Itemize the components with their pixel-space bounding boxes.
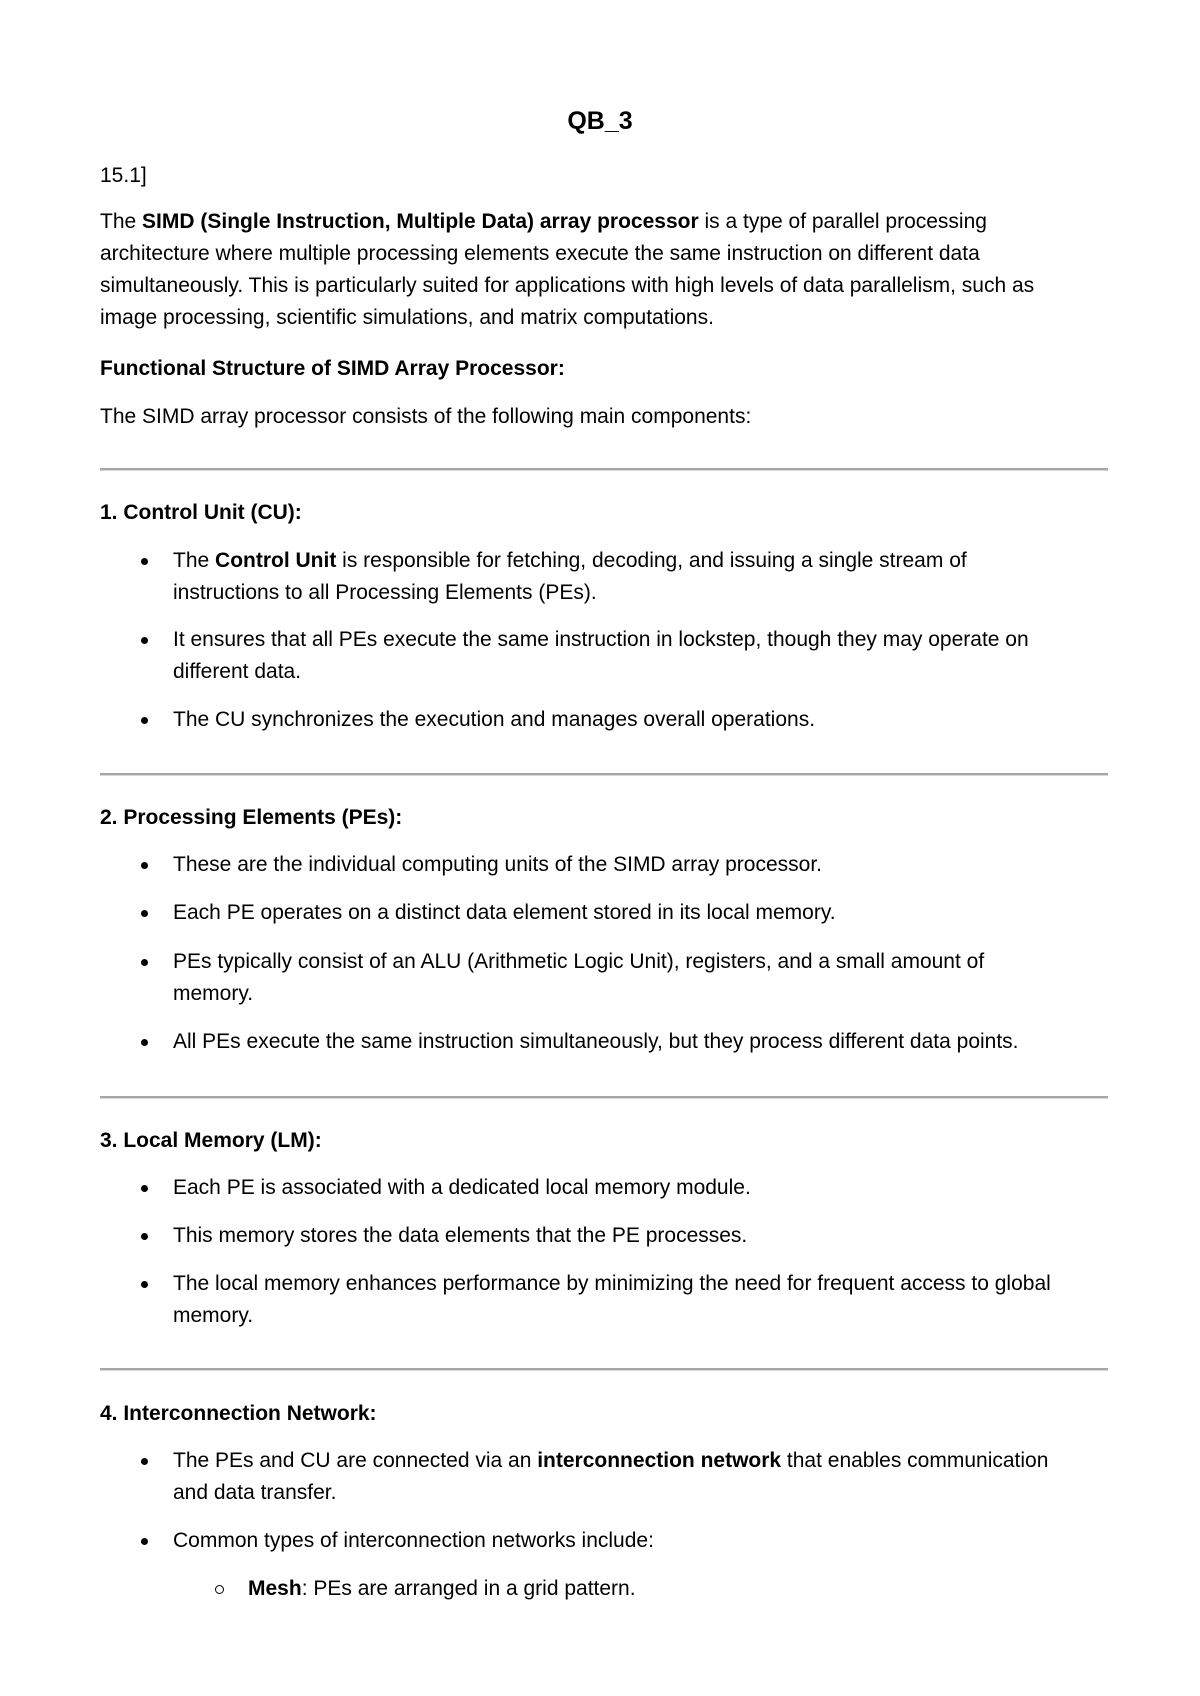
- bullet-icon: [141, 862, 148, 869]
- bullet-item: All PEs execute the same instruction simultaneously, but they process different data points.: [173, 1026, 1123, 1058]
- bullet-item: The PEs and CU are connected via an interconnection network that enables communication and data transfer.: [173, 1445, 1123, 1509]
- section-heading-interconnection-network: 4. Interconnection Network:: [100, 1402, 377, 1425]
- bullet-item: The Control Unit is responsible for fetching, decoding, and issuing a single stream of instructions to all Processing Elements (PEs).: [173, 545, 1123, 609]
- section-divider: [100, 1096, 1108, 1099]
- bullet-icon: [141, 1039, 148, 1046]
- bullet-item: The local memory enhances performance by minimizing the need for frequent access to global memory.: [173, 1268, 1123, 1332]
- structure-heading: Functional Structure of SIMD Array Processor:: [100, 357, 565, 380]
- section-divider: [100, 1368, 1108, 1371]
- bullet-icon: [141, 1458, 148, 1465]
- bullet-icon: [141, 1185, 148, 1192]
- bullet-icon: [141, 1233, 148, 1240]
- intro-line-2: architecture where multiple processing elements execute the same instruction on different data: [100, 242, 980, 265]
- hollow-bullet-icon: [215, 1585, 224, 1594]
- bullet-item: Common types of interconnection networks include:: [173, 1525, 1123, 1557]
- section-heading-processing-elements: 2. Processing Elements (PEs):: [100, 806, 403, 829]
- intro-paragraph: [100, 206, 1120, 334]
- intro-bold-term: SIMD (Single Instruction, Multiple Data) array processor: [142, 210, 699, 233]
- bullet-icon: [141, 1281, 148, 1288]
- bullet-item: Each PE operates on a distinct data element stored in its local memory.: [173, 897, 1123, 929]
- page-title: QB_3: [567, 107, 633, 135]
- bullet-item: It ensures that all PEs execute the same instruction in lockstep, though they may operate on different data.: [173, 624, 1123, 688]
- bullet-item: The CU synchronizes the execution and manages overall operations.: [173, 704, 1123, 736]
- intro-line-1: The SIMD (Single Instruction, Multiple Data) array processor is a type of parallel processing: [100, 210, 987, 233]
- structure-intro: The SIMD array processor consists of the following main components:: [100, 405, 752, 428]
- bullet-icon: [141, 717, 148, 724]
- section-heading-local-memory: 3. Local Memory (LM):: [100, 1129, 322, 1152]
- sub-bullet-item: Mesh: PEs are arranged in a grid pattern.: [248, 1573, 636, 1605]
- section-heading-control-unit: 1. Control Unit (CU):: [100, 501, 302, 524]
- bullet-icon: [141, 910, 148, 917]
- intro-line-3: simultaneously. This is particularly suited for applications with high levels of data parallelism, such as: [100, 274, 1035, 297]
- section-divider: [100, 773, 1108, 776]
- bullet-item: This memory stores the data elements that the PE processes.: [173, 1220, 1123, 1252]
- bullet-icon: [141, 558, 148, 565]
- bullet-icon: [141, 959, 148, 966]
- question-number: 15.1]: [100, 164, 147, 187]
- section-divider: [100, 468, 1108, 471]
- intro-line-4: image processing, scientific simulations, and matrix computations.: [100, 306, 714, 329]
- bullet-item: PEs typically consist of an ALU (Arithmetic Logic Unit), registers, and a small amount of memory.: [173, 946, 1123, 1010]
- bullet-item: Each PE is associated with a dedicated local memory module.: [173, 1172, 1123, 1204]
- bullet-item: These are the individual computing units of the SIMD array processor.: [173, 849, 1123, 881]
- bullet-icon: [141, 637, 148, 644]
- bullet-icon: [141, 1538, 148, 1545]
